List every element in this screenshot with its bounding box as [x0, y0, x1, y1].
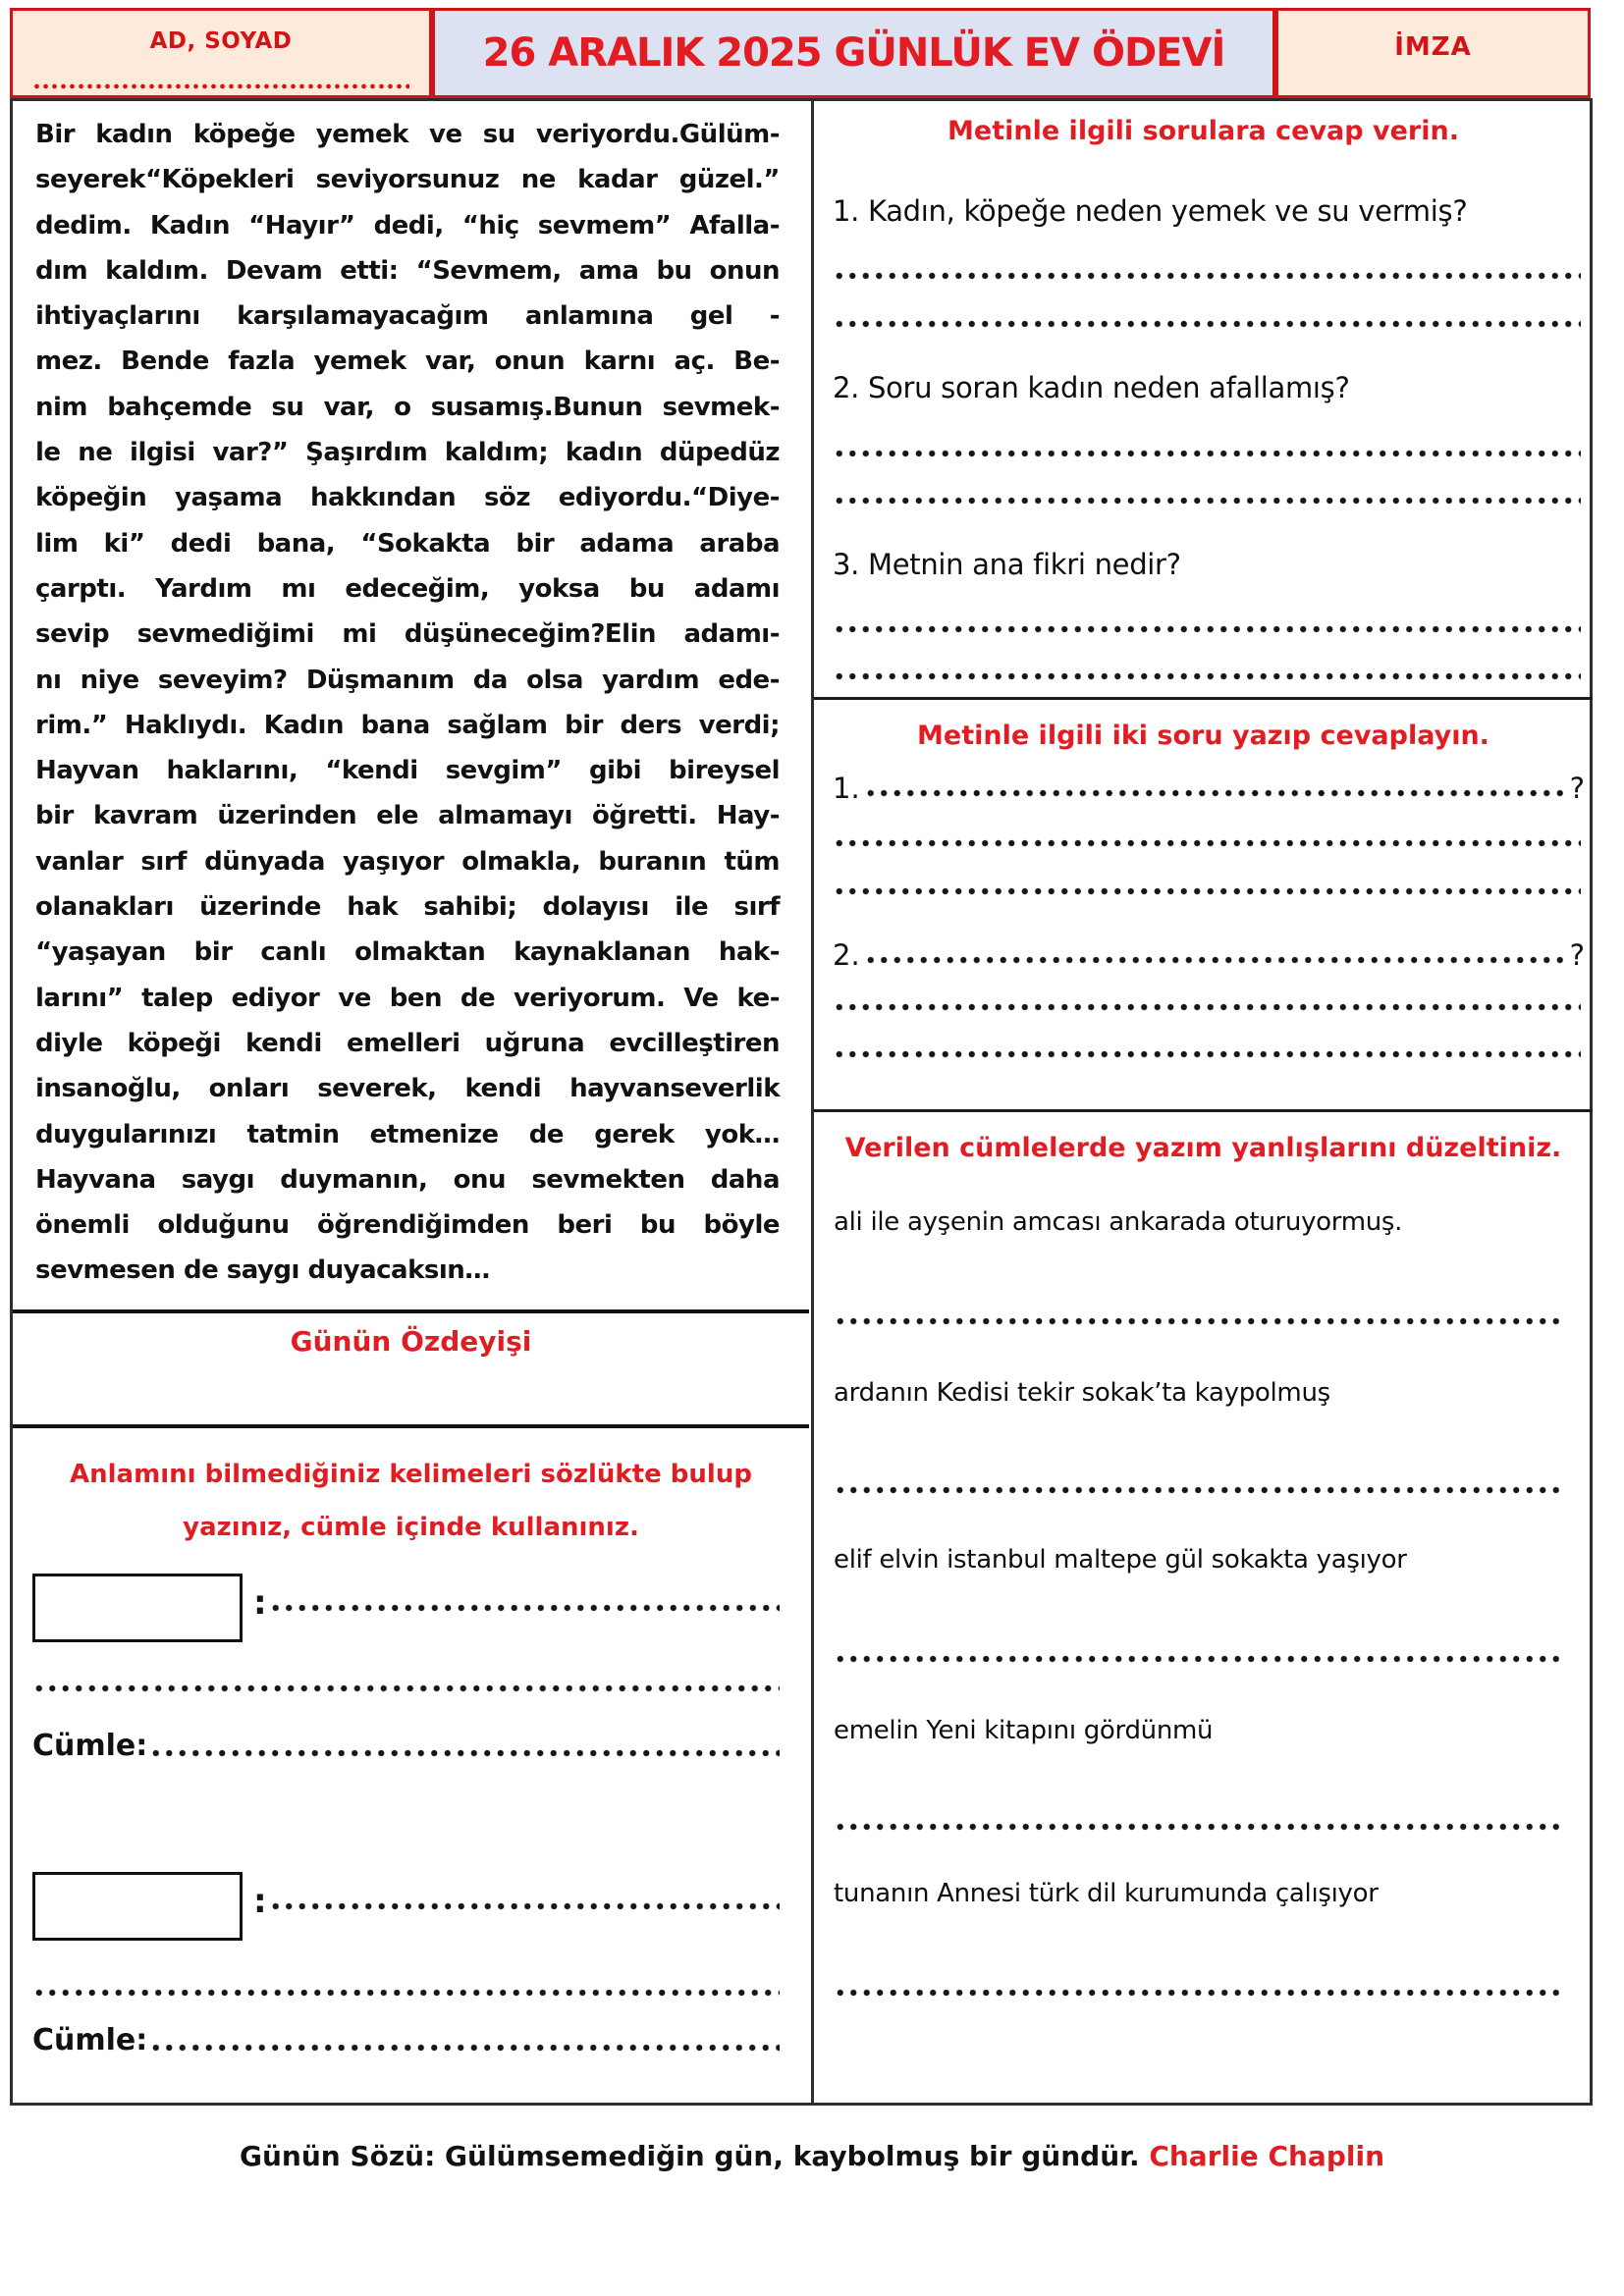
answer-line[interactable]: [834, 1655, 1560, 1663]
answer-line[interactable]: [834, 1317, 1560, 1325]
question-2: [833, 371, 1585, 404]
passage-line: vanlar sırf dünyada yaşıyor olmakla, buranın tüm: [35, 846, 780, 877]
passage-line: dedim. Kadın “Hayır” dedi, “hiç sevmem” Afalla-: [35, 210, 780, 240]
vocab-instruction-line1: Anlamını bilmediğiniz kelimeleri sözlükte bulup: [70, 1460, 752, 1489]
header-title-cell: [432, 8, 1275, 98]
page-title: 26 ARALIK 2025 GÜNLÜK EV ÖDEVİ: [482, 30, 1225, 76]
passage-line: diyle köpeği kendi emelleri uğruna evcilleştiren: [35, 1028, 780, 1058]
answer-line[interactable]: [833, 839, 1581, 847]
passage-line: larını” talep ediyor ve ben de veriyorum. Ve ke-: [35, 983, 780, 1013]
word-box-1[interactable]: [32, 1574, 243, 1642]
header-signature-cell[interactable]: [1275, 8, 1591, 98]
colon-label: :: [253, 1882, 267, 1921]
answer-line[interactable]: [833, 272, 1581, 280]
passage-line: rim.” Haklıydı. Kadın bana sağlam bir ders verdi;: [35, 710, 780, 740]
question-mark: ?: [1569, 938, 1585, 972]
footer-quote: Gülümsemediğin gün, kaybolmuş bir gündür.: [445, 2140, 1140, 2172]
passage-line: “yaşayan bir canlı olmaktan kaynaklanan hak-: [35, 937, 780, 968]
correction-sentence-2: ardanın Kedisi tekir sokak’ta kaypolmuş: [834, 1378, 1330, 1408]
correction-sentence-5: tunanın Annesi türk dil kurumunda çalışıyor: [834, 1879, 1379, 1908]
answer-line[interactable]: [833, 672, 1581, 680]
passage-line: ihtiyaçlarını karşılamayacağım anlamına gel -: [35, 301, 780, 332]
passage-line: nim bahçemde su var, o susamış.Bunun sevmek-: [35, 392, 780, 422]
questions-section-title: Metinle ilgili sorulara cevap verin.: [947, 116, 1459, 146]
correction-sentence-1: ali ile ayşenin amcası ankarada oturuyormuş.: [834, 1207, 1403, 1237]
answer-line[interactable]: [864, 956, 1568, 964]
answer-line[interactable]: [833, 497, 1581, 505]
word-box-2[interactable]: [32, 1872, 243, 1941]
passage-line: Hayvana saygı duymanın, onu sevmekten daha: [35, 1164, 780, 1195]
question-1: [833, 194, 1585, 228]
sentence-row-1: [32, 1730, 780, 1763]
answer-line[interactable]: [833, 625, 1581, 633]
passage-line: bir kavram üzerinden ele almamayı öğretti. Hay-: [35, 801, 780, 831]
footer-author: Charlie Chaplin: [1149, 2140, 1384, 2172]
passage-line: insanoğlu, onları severek, kendi hayvanseverlik: [35, 1074, 780, 1104]
question-3: [833, 548, 1585, 581]
passage-line: olanakları üzerinde hak sahibi; dolayısı ile sırf: [35, 892, 780, 923]
question-number: 1.: [833, 772, 860, 805]
question-number: 2.: [833, 938, 860, 972]
question-text: Metnin ana fikri nedir?: [868, 548, 1181, 581]
word-definition-row-2: [253, 1882, 780, 1921]
name-surname-label: AD, SOYAD: [149, 28, 293, 54]
sentence-label: Cümle:: [32, 1729, 148, 1763]
write-question-row-2: [833, 940, 1585, 970]
answer-line[interactable]: [149, 2044, 780, 2052]
sentence-label: Cümle:: [32, 2023, 148, 2057]
answer-line[interactable]: [834, 1989, 1560, 1997]
answer-line[interactable]: [269, 1902, 780, 1910]
question-number: 1.: [833, 194, 860, 228]
quote-of-day-footer: [0, 2140, 1624, 2172]
column-divider: [811, 98, 814, 2106]
answer-line[interactable]: [833, 1003, 1581, 1011]
section-divider: [814, 697, 1593, 700]
quote-of-day-box[interactable]: [13, 1309, 809, 1428]
passage-line: duygularınızı tatmin etmenize de gerek yok…: [35, 1119, 780, 1149]
reading-passage: [35, 112, 780, 1294]
passage-line: Hayvan haklarını, “kendi sevgim” gibi bireysel: [35, 756, 780, 786]
quote-of-day-title: Günün Özdeyişi: [290, 1325, 532, 1358]
question-text: Kadın, köpeğe neden yemek ve su vermiş?: [868, 194, 1468, 228]
question-number: 2.: [833, 371, 860, 404]
passage-line: sevmesen de saygı duyacaksın…: [35, 1255, 490, 1286]
answer-line[interactable]: [834, 1486, 1560, 1494]
answer-line[interactable]: [32, 1989, 780, 1997]
answer-line[interactable]: [834, 1823, 1560, 1831]
answer-line[interactable]: [833, 1050, 1581, 1058]
correction-sentence-4: emelin Yeni kitapını gördünmü: [834, 1716, 1214, 1745]
question-text: Soru soran kadın neden afallamış?: [868, 371, 1350, 404]
question-mark: ?: [1569, 772, 1585, 805]
answer-line[interactable]: [864, 789, 1568, 797]
passage-line: lim ki” dedi bana, “Sokakta bir adama araba: [35, 528, 780, 559]
correction-sentence-3: elif elvin istanbul maltepe gül sokakta yaşıyor: [834, 1545, 1407, 1575]
word-definition-row-1: [253, 1583, 780, 1623]
passage-line: köpeğin yaşama hakkından söz ediyordu.“Diye-: [35, 483, 780, 513]
answer-line[interactable]: [833, 450, 1581, 457]
signature-label: İMZA: [1394, 32, 1472, 62]
vocab-instruction-line2: yazınız, cümle içinde kullanınız.: [183, 1513, 639, 1542]
passage-line: sevip sevmediğimi mi düşüneceğim?Elin adamı-: [35, 619, 780, 650]
section-divider: [814, 1109, 1593, 1112]
write-question-row-1: [833, 774, 1585, 803]
sentence-row-2: [32, 2024, 780, 2057]
write-questions-section-title: Metinle ilgili iki soru yazıp cevaplayın.: [917, 721, 1489, 751]
answer-line[interactable]: [149, 1749, 780, 1757]
passage-line: önemli olduğunu öğrendiğimden beri bu böyle: [35, 1210, 780, 1241]
answer-line[interactable]: [269, 1604, 780, 1612]
corrections-section-title: Verilen cümlelerde yazım yanlışlarını düzeltiniz.: [844, 1133, 1562, 1163]
passage-line: çarptı. Yardım mı edeceğim, yoksa bu adamı: [35, 573, 780, 604]
colon-label: :: [253, 1583, 267, 1623]
passage-line: nı niye seveyim? Düşmanım da olsa yardım ede-: [35, 665, 780, 695]
name-write-line[interactable]: [32, 83, 409, 89]
header-name-cell: [10, 8, 432, 98]
passage-line: le ne ilgisi var?” Şaşırdım kaldım; kadın düpedüz: [35, 438, 780, 468]
passage-line: seyerek“Köpekleri seviyorsunuz ne kadar güzel.”: [35, 165, 780, 195]
passage-line: Bir kadın köpeğe yemek ve su veriyordu.Gülüm-: [35, 120, 780, 149]
passage-line: mez. Bende fazla yemek var, onun karnı aç. Be-: [35, 347, 780, 377]
question-number: 3.: [833, 548, 860, 581]
answer-line[interactable]: [833, 320, 1581, 328]
footer-label: Günün Sözü:: [239, 2140, 436, 2172]
answer-line[interactable]: [32, 1684, 780, 1692]
passage-line: dım kaldım. Devam etti: “Sevmem, ama bu onun: [35, 255, 780, 286]
answer-line[interactable]: [833, 887, 1581, 895]
